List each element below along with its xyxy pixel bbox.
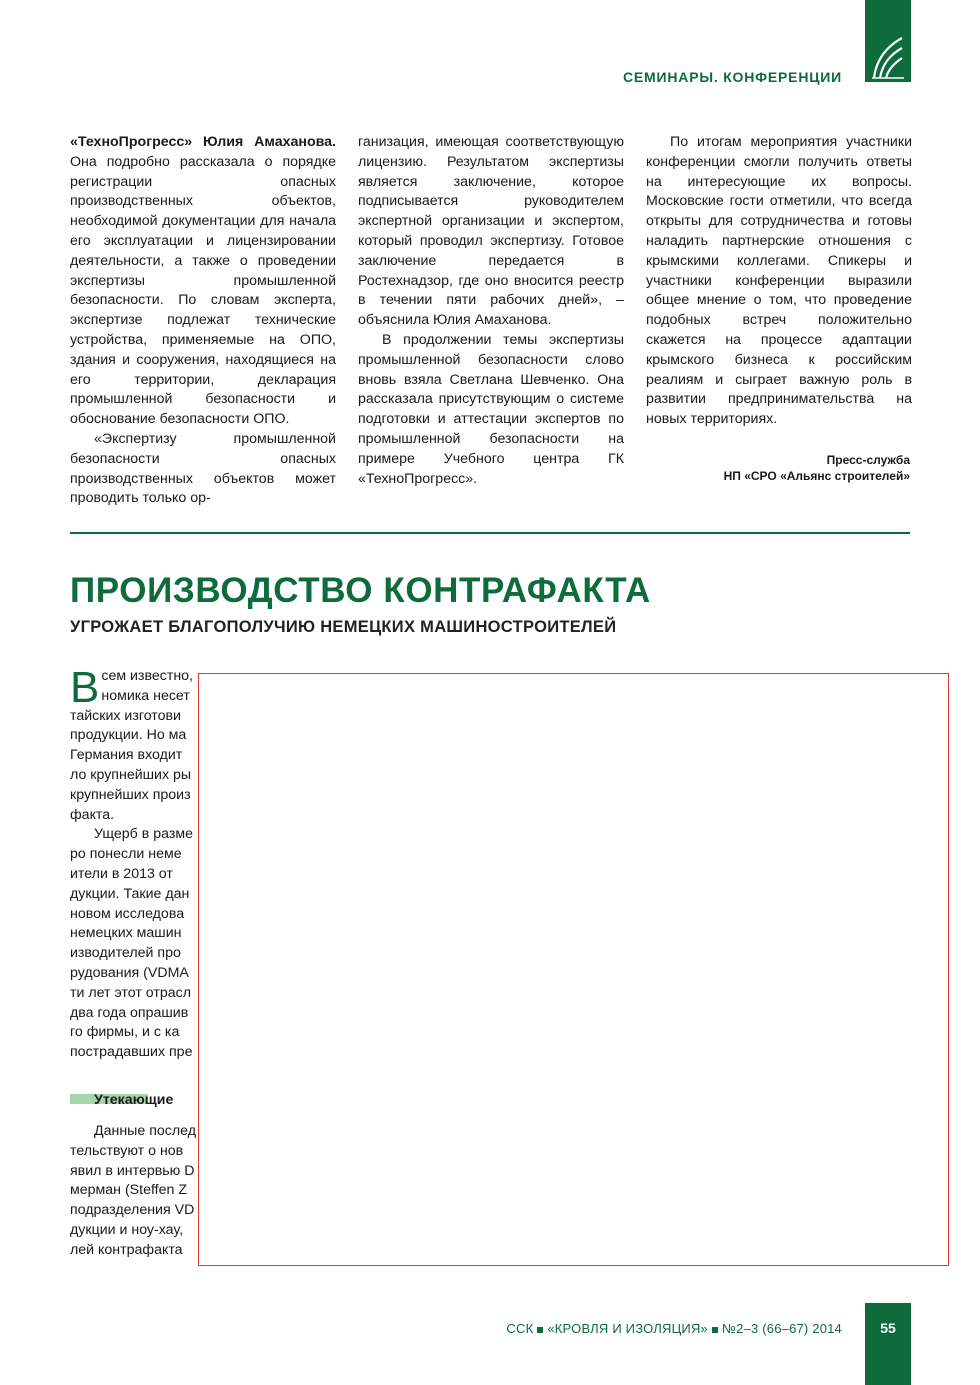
article-title: ПРОИЗВОДСТВО КОНТРАФАКТА	[70, 571, 651, 610]
text-line: лей контрафакта	[70, 1241, 183, 1258]
article-subtitle: УГРОЖАЕТ БЛАГОПОЛУЧИЮ НЕМЕЦКИХ МАШИНОСТРОИТЕЛЕЙ	[70, 618, 617, 636]
footer-publisher: ССК	[506, 1321, 534, 1336]
text-line: дукции. Такие дан	[70, 885, 190, 902]
text-line: ло крупнейших ры	[70, 766, 192, 783]
text-line: ро понесли неме	[70, 846, 182, 863]
text-line: Ущерб в разме	[94, 826, 193, 843]
text-line: го фирмы, и с ка	[70, 1024, 180, 1041]
square-bullet-icon	[537, 1327, 543, 1333]
top-corner-tab	[865, 0, 911, 82]
signature	[724, 452, 910, 484]
paragraph: ганизация, имеющая соответствующую лицензию. Результатом экспертизы является заключение, которое подписывается руководителем экспертной организации и экспертом, который проводил экспертизу. Готовое заключение передается в Ростехнадзор, где оно вносится реестр в течении пяти рабочих дней», – объяснила Юлия Амаханова.	[358, 134, 624, 329]
lead-bold: «ТехноПрогресс» Юлия Амаханова.	[70, 134, 336, 150]
section-label: СЕМИНАРЫ. КОНФЕРЕНЦИИ	[623, 69, 842, 85]
text-line: изводителей про	[70, 945, 181, 962]
divider	[70, 532, 910, 534]
article-column-2	[358, 133, 624, 489]
drop-cap: В	[70, 667, 100, 712]
article-column-3	[646, 133, 912, 430]
text-line: рудования (VDMA	[70, 964, 189, 981]
signature-line-1: Пресс-служба	[826, 453, 910, 467]
article-body-visible-2	[70, 1122, 198, 1261]
text-line: немецких машин	[70, 925, 182, 942]
text-line: мерман (Steffen Z	[70, 1182, 187, 1199]
paragraph: По итогам мероприятия участники конференции смогли получить ответы на интересующие их вопросы. Московские гости отметили, что всегда открыты для сотрудничества и готовы наладить партнерские отношения с крымскими коллегами. Спикеры и участники конференции выразили общее мнение о том, что проведение подобных встреч положительно скажется на процессе адаптации крымского бизнеса к российским реалиям и сыграет важную роль в развитии предпринимательства на новых территориях.	[646, 134, 912, 428]
text-line: номика несет	[101, 687, 190, 704]
text-line: дукции и ноу-хау,	[70, 1221, 184, 1238]
text-line: тельствуют о нов	[70, 1142, 184, 1159]
paragraph: Она подробно рассказала о порядке регистрации опасных производственных объектов, необходимой документации для начала его эксплуатации и лицензировании деятельности, а также о проведении экспертизы промышленной безопасности. По словам эксперта, экспертизе подлежат технические устройства, применяемые на ОПО, здания и сооружения, находящиеся на его территории, декларация промышленной безопасности и обоснование безопасности ОПО.	[70, 153, 336, 428]
paragraph: В продолжении темы экспертизы промышленной безопасности слово вновь взяла Светлана Шевченко. Она рассказала присутствующим о системе подготовки и аттестации экспертов по промышленной безопасности на примере Учебного центра ГК «ТехноПрогресс».	[358, 331, 624, 487]
text-line: ители в 2013 от	[70, 865, 173, 882]
text-line: Данные послед	[94, 1123, 197, 1139]
signature-line-2: НП «СРО «Альянс строителей»	[723, 469, 910, 483]
text-line: Германия входит	[70, 747, 183, 764]
article-column-1	[70, 133, 336, 509]
text-line: явил в интервью D	[70, 1162, 195, 1179]
page-number: 55	[880, 1320, 896, 1336]
text-line: ти лет этот отрасл	[70, 984, 192, 1001]
text-line: продукции. Но ма	[70, 727, 187, 744]
text-line: подразделения VD	[70, 1202, 195, 1219]
text-line: новом исследова	[70, 905, 185, 922]
footer-magazine: «КРОВЛЯ И ИЗОЛЯЦИЯ»	[547, 1321, 708, 1336]
leaf-logo-icon	[870, 34, 906, 80]
redacted-area	[198, 673, 949, 1266]
text-line: крупнейших произ	[70, 786, 191, 803]
footer	[506, 1321, 842, 1336]
text-line: факта.	[70, 806, 115, 823]
text-line: тайских изготови	[70, 707, 181, 724]
footer-issue: №2–3 (66–67) 2014	[722, 1321, 842, 1336]
text-line: сем известно,	[101, 668, 193, 684]
paragraph: «Экспертизу промышленной безопасности опасных производственных объектов может проводить только ор-	[70, 430, 336, 507]
square-bullet-icon	[712, 1327, 718, 1333]
text-line: пострадавших пре	[70, 1044, 193, 1061]
subsection-title: Утекающие	[94, 1092, 174, 1108]
article-body-visible	[70, 667, 198, 1063]
subsection-heading	[70, 1092, 198, 1112]
text-line: два года опрашив	[70, 1004, 189, 1021]
page-number-tab	[865, 1303, 911, 1385]
